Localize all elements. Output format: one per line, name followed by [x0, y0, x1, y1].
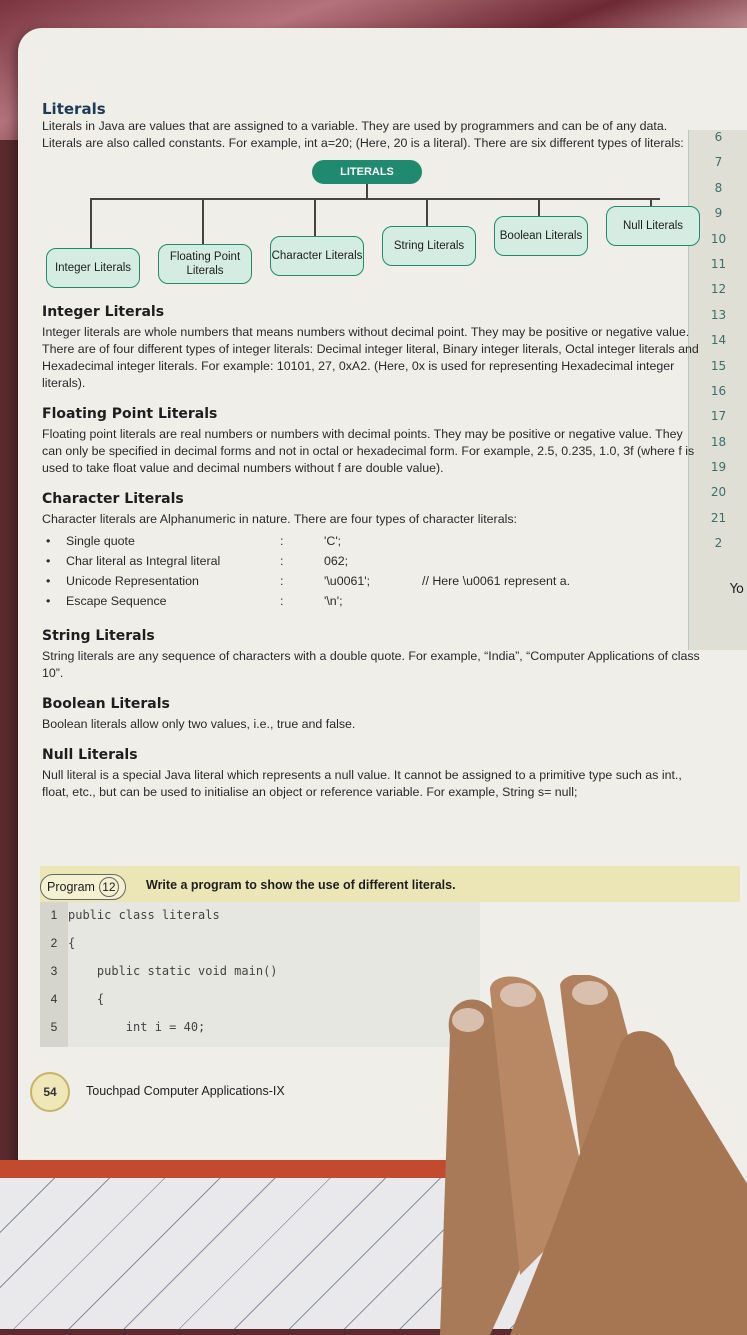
node-string: String Literals	[382, 226, 476, 266]
side-number: 2	[714, 536, 723, 551]
integer-heading: Integer Literals	[42, 304, 165, 320]
side-number: 19	[710, 460, 727, 475]
code-line: 4 {	[50, 992, 105, 1006]
side-number: 6	[714, 130, 723, 144]
integer-text: Integer literals are whole numbers that means numbers without decimal point. They may be positive or negative value. There are of four different types of integer literals: Decimal integer literal, Binary integer literals, Octal integer literals and Hexadecimal integer literals. For example: 10101, 27, 0xA2. (Here, 0x is used for representing Hexadecimal integer literals).	[42, 325, 699, 390]
diagram-connector	[90, 200, 92, 250]
node-null: Null Literals	[606, 206, 700, 246]
side-number: 20	[710, 485, 727, 500]
side-number: 21	[710, 510, 727, 525]
page-title: Literals	[42, 100, 106, 118]
code-line: 5 int i = 40;	[50, 1020, 206, 1034]
program-badge: Program 12	[40, 874, 126, 900]
floating-text: Floating point literals are real numbers or numbers with decimal points. They may be positive or negative value. They can only be specified in decimal forms and not in octal or hexadecimal form. For example, 2.5, 0.235, 1.0, 3f (where f is used to take float value and decimal numbers without f are double value).	[42, 427, 695, 475]
diagram-connector	[90, 198, 660, 200]
list-item: • Unicode Representation : '\u0061'; // Here \u0061 represent a.	[46, 574, 571, 588]
node-floating: Floating Point Literals	[158, 244, 252, 284]
side-number: 14	[710, 333, 727, 348]
book-title: Touchpad Computer Applications-IX	[86, 1084, 285, 1098]
boolean-text: Boolean literals allow only two values, i.e., true and false.	[42, 717, 356, 731]
side-number: 12	[710, 282, 727, 297]
character-heading: Character Literals	[42, 491, 184, 507]
program-banner	[40, 866, 740, 902]
side-number: 9	[714, 206, 723, 221]
character-text: Character literals are Alphanumeric in nature. There are four types of character literals:	[42, 512, 517, 526]
side-number: 11	[710, 256, 727, 271]
list-item: • Single quote : 'C';	[46, 534, 342, 548]
side-number: 18	[710, 434, 727, 449]
gear-icon	[30, 1072, 70, 1112]
hand-image	[430, 975, 747, 1335]
code-line: 3 public static void main()	[50, 964, 278, 978]
literals-diagram	[42, 160, 702, 290]
list-item: • Escape Sequence : '\n';	[46, 594, 343, 608]
character-list	[42, 534, 702, 614]
string-text: String literals are any sequence of characters with a double quote. For example, “India”, “Computer Applications of class 10”.	[42, 649, 700, 680]
side-number: 8	[714, 180, 723, 195]
null-text: Null literal is a special Java literal which represents a null value. It cannot be assigned to a primitive type such as int., float, etc., but can be used to initialise an object or reference variable. For example, String s= null;	[42, 768, 682, 799]
page-number: 54	[43, 1085, 57, 1099]
side-text: Yo	[729, 581, 744, 597]
side-number: 13	[710, 307, 727, 322]
side-number: 17	[710, 409, 727, 424]
page-footer	[30, 1072, 450, 1112]
code-line: 2 {	[50, 936, 76, 950]
program-title: Write a program to show the use of different literals.	[146, 878, 456, 892]
intro-text: Literals in Java are values that are assigned to a variable. They are used by programmers and can be of any data. Literals are also called constants. For example, int a=20; (Here, 20 is a literal). There are six different types of literals:	[42, 119, 684, 150]
floating-heading: Floating Point Literals	[42, 406, 218, 422]
side-number: 15	[710, 358, 727, 373]
node-character: Character Literals	[270, 236, 364, 276]
side-number: 16	[710, 383, 727, 398]
page-content	[42, 100, 702, 801]
node-boolean: Boolean Literals	[494, 216, 588, 256]
diagram-connector	[202, 200, 204, 250]
node-integer: Integer Literals	[46, 248, 140, 288]
diagram-root: LITERALS	[312, 160, 422, 184]
book-edge	[0, 1160, 500, 1178]
null-heading: Null Literals	[42, 747, 138, 763]
boolean-heading: Boolean Literals	[42, 696, 170, 712]
side-number: 10	[710, 231, 727, 246]
side-number: 7	[714, 155, 723, 170]
string-heading: String Literals	[42, 628, 155, 644]
list-item: • Char literal as Integral literal : 062;	[46, 554, 349, 568]
code-line: 1 public class literals	[50, 908, 220, 922]
code-block	[40, 902, 480, 1047]
diagram-connector	[366, 184, 368, 198]
